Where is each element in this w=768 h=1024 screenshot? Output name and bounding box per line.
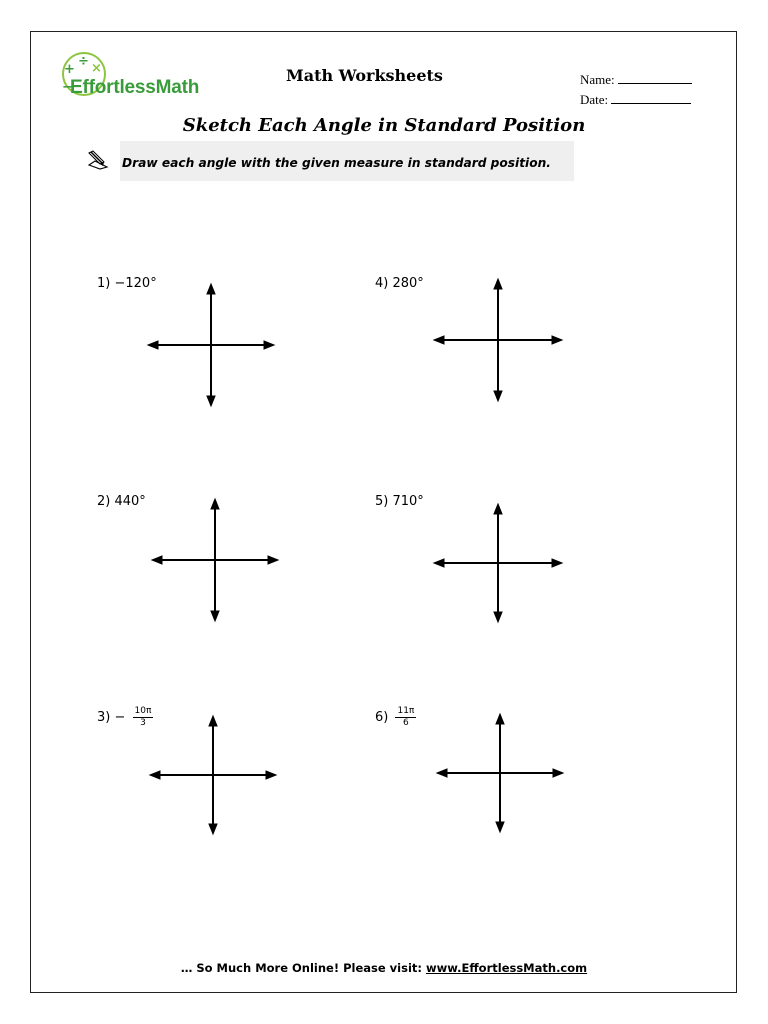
footer bbox=[0, 961, 768, 975]
worksheet-title: Sketch Each Angle in Standard Position bbox=[182, 115, 586, 136]
instruction-text: Draw each angle with the given measure in standard position. bbox=[122, 156, 551, 170]
coordinate-axes-5 bbox=[435, 505, 561, 621]
problem-5-number: 5) bbox=[375, 494, 389, 509]
logo-times-symbol: × bbox=[91, 61, 102, 76]
problem-6-numerator: 11π bbox=[397, 706, 415, 716]
problem-3-denominator: 3 bbox=[140, 718, 146, 728]
problem-4-number: 4) bbox=[375, 276, 389, 291]
date-label: Date: bbox=[580, 92, 609, 107]
coordinate-axes-3 bbox=[151, 717, 275, 833]
logo-plus-symbol: + bbox=[64, 62, 75, 77]
problem-6-denominator: 6 bbox=[403, 718, 409, 728]
logo-minus-symbol: − bbox=[62, 80, 73, 95]
logo-divide-symbol: ÷ bbox=[78, 54, 89, 69]
coordinate-axes-6 bbox=[438, 715, 562, 831]
problem-3-numerator: 10π bbox=[134, 706, 152, 716]
logo-text: EffortlessMath bbox=[70, 77, 200, 98]
problem-1-number: 1) bbox=[97, 276, 111, 291]
footer-website-link[interactable]: www.EffortlessMath.com bbox=[426, 961, 588, 975]
problem-3-sign: − bbox=[114, 710, 126, 725]
worksheet-header-title: Math Worksheets bbox=[286, 66, 443, 85]
problem-2-measure: 440° bbox=[114, 494, 146, 509]
problem-1-measure: −120° bbox=[114, 276, 157, 291]
problem-6-number: 6) bbox=[375, 710, 389, 725]
coordinate-axes-1 bbox=[149, 285, 273, 405]
coordinate-axes-2 bbox=[153, 500, 277, 620]
coordinate-axes-4 bbox=[435, 280, 561, 400]
problem-3-number: 3) bbox=[97, 710, 111, 725]
problem-2-number: 2) bbox=[97, 494, 111, 509]
footer-text: … So Much More Online! Please visit: bbox=[180, 961, 426, 975]
name-label: Name: bbox=[580, 72, 615, 87]
problem-4-measure: 280° bbox=[392, 276, 424, 291]
problem-5-measure: 710° bbox=[392, 494, 424, 509]
